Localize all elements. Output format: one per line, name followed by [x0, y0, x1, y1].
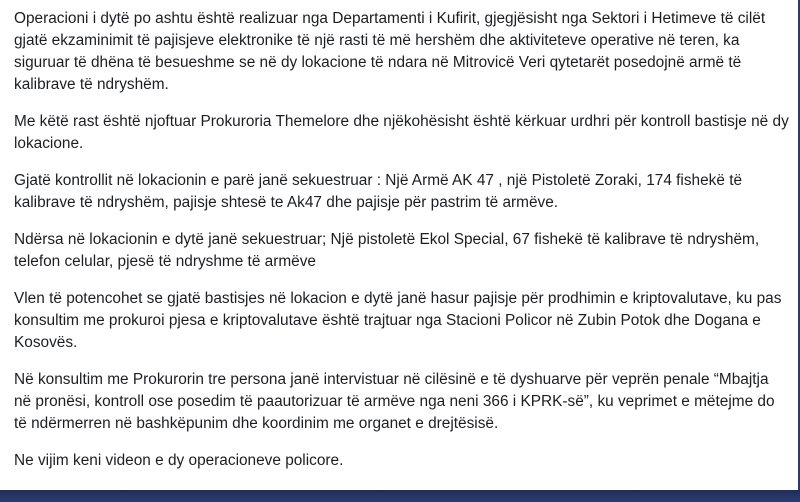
post-paragraph-3: Gjatë kontrollit në lokacionin e parë janë sekuestruar : Një Armë AK 47 , një Pistoletë Zoraki, 174 fishekë të kalibrave të ndryshëm, pajisje shtesë te Ak47 dhe pajisje për pastrim të armëve.	[14, 172, 743, 211]
post-paragraph-2: Me këtë rast është njoftuar Prokuroria Themelore dhe njëkohësisht është kërkuar urdhri për kontroll bastisje në dy lokacione.	[14, 113, 789, 152]
post-paragraph-4: Ndërsa në lokacionin e dytë janë sekuestruar; Një pistoletë Ekol Special, 67 fishekë të kalibrave të ndryshëm, telefon celular, pjesë të ndryshme të armëve	[14, 231, 760, 270]
post-text	[14, 0, 789, 487]
post-paragraph-7: Ne vijim keni videon e dy operacioneve policore.	[14, 452, 344, 469]
post-paragraph-6: Në konsultim me Prokurorin tre persona janë intervistuar në cilësinë e të dyshuarve për veprën penale “Mbajtja në pronësi, kontroll ose posedim të paautorizuar të armëve nga neni 366 i KPRK-së”, ku veprimet e mëtejme do të ndërmerren në bashkëpunim dhe koordinim me organet e drejtësisë.	[14, 371, 775, 432]
post-paragraph-5: Vlen të potencohet se gjatë bastisjes në lokacion e dytë janë hasur pajisje për prodhimin e kriptovalutave, ku pas konsultim me prokuroi pjesa e kriptovalutave është trajtuar nga Stacioni Policor në Zubin Potok dhe Dogana e Kosovës.	[14, 290, 782, 351]
bottom-bar	[0, 490, 800, 502]
post-paragraph-1: Operacioni i dytë po ashtu është realizuar nga Departamenti i Kufirit, gjegjësisht nga Sektori i Hetimeve të cilët gjatë ekzaminimit të pajisjeve elektronike të një rasti të më hershëm dhe aktiviteteve operative në teren, ka siguruar të dhëna të besueshme se në dy lokacione të ndara në Mitrovicë Veri qytetarët posedojnë armë të kalibrave të ndryshëm.	[14, 10, 766, 93]
